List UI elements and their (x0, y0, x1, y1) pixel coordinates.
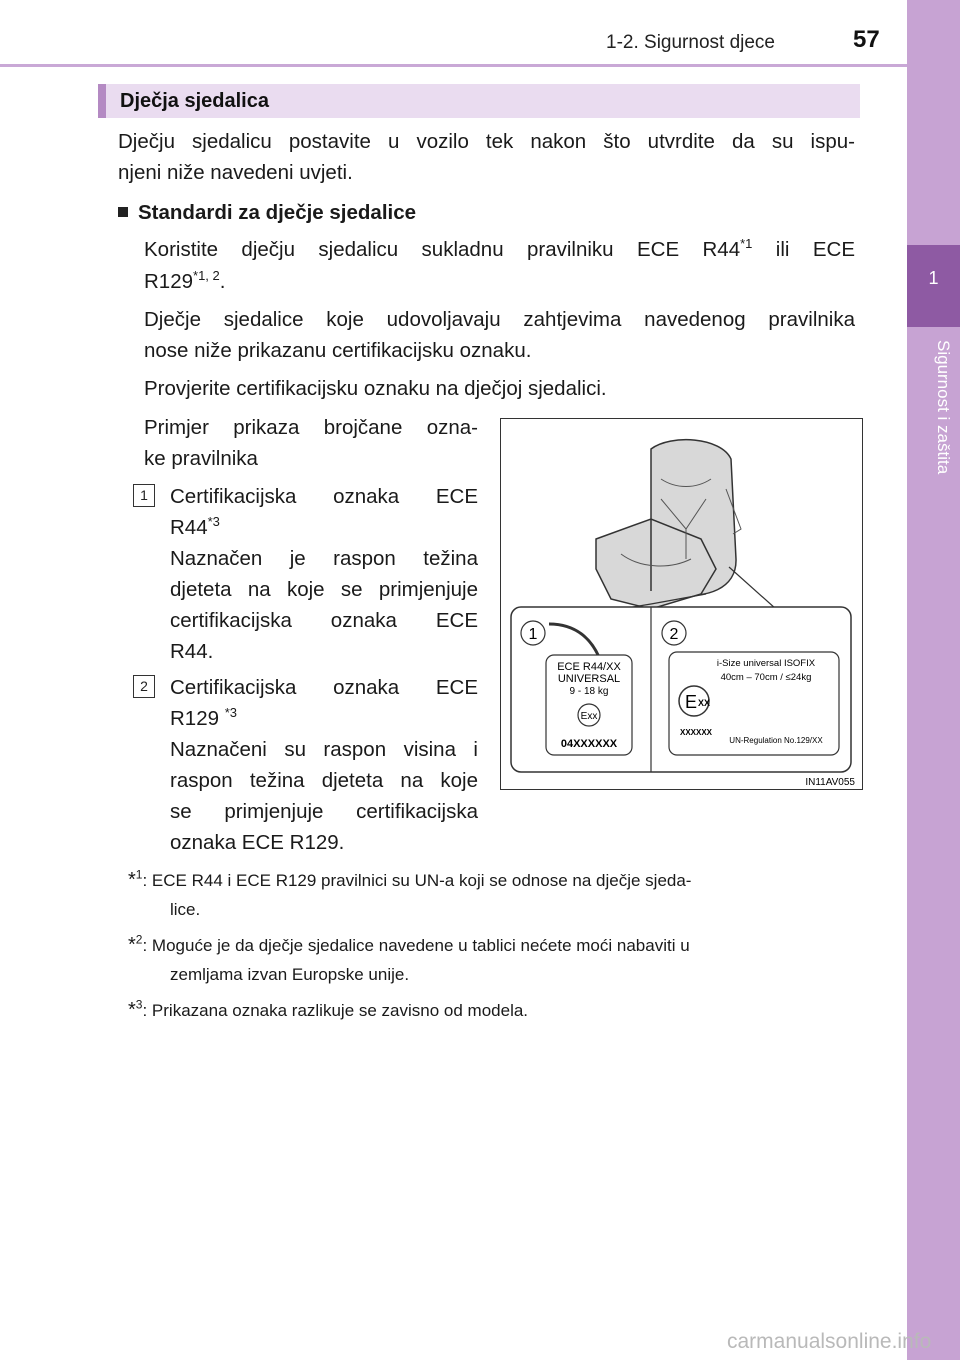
intro-line-2: njeni niže navedeni uvjeti. (118, 161, 353, 184)
footnote-2-line-1 (128, 931, 690, 960)
p1-text-c: R129 (144, 270, 194, 293)
item-1-desc-line-1: Naznačen je raspon težina (170, 547, 478, 570)
footnote-3-text: : Prikazana oznaka razlikuje se zavisno od modela. (142, 1001, 529, 1020)
item-1-title-text: R44 (170, 516, 208, 539)
footnote-ref: *1, 2 (193, 268, 220, 284)
footnote-2-mark (128, 934, 142, 956)
chapter-number: 1 (928, 268, 939, 288)
item-1-title-line-1: Certifikacijska oznaka ECE (170, 485, 478, 508)
footnote-1-mark (128, 869, 142, 891)
footer-watermark: carmanualsonline.info (727, 1330, 932, 1353)
callout-2: 2 (669, 626, 679, 643)
item-2-desc-line-4: oznaka ECE R129. (170, 831, 345, 854)
chapter-label: Sigurnost i zaštita (934, 340, 953, 475)
label2-code: XXXXXX (679, 728, 713, 737)
label2-regulation: UN-Regulation No.129/XX (729, 736, 823, 745)
label2-mark-sub: XX (697, 698, 711, 708)
item-2-desc-line-1: Naznačeni su raspon visina i (170, 738, 478, 761)
p1-text-a: Koristite dječju sjedalicu sukladnu pravilniku ECE R44 (144, 238, 741, 261)
item-1-desc-line-2: djeteta na koje se primjenjuje (170, 578, 478, 601)
footnote-1-num: 1 (135, 867, 143, 882)
child-seat-illustration (501, 419, 862, 789)
footnote-2-text: : Moguće je da dječje sjedalice navedene u tablici nećete moći nabaviti u (142, 936, 690, 955)
item-2-title-line-1: Certifikacijska oznaka ECE (170, 676, 478, 699)
example-line-2: ke pravilnika (144, 447, 258, 470)
label2-line1: i-Size universal ISOFIX (716, 658, 816, 669)
standards-paragraph-1-line-2 (144, 266, 225, 297)
footnote-3-line-1 (128, 996, 528, 1025)
item-badge-2: 2 (133, 675, 155, 698)
label1-code: 04XXXXXX (560, 738, 618, 750)
label2-mark: E (684, 692, 698, 712)
footnote-3-num: 3 (135, 997, 143, 1012)
header-divider (0, 64, 907, 67)
footnote-1-line-1 (128, 866, 691, 895)
child-seat-figure (500, 418, 863, 790)
item-2-desc-line-2: raspon težina djeteta na koje (170, 769, 478, 792)
item-2-desc-line-3: se primjenjuje certifikacijska (170, 800, 478, 823)
standards-heading (118, 197, 416, 228)
label1-line3: 9 - 18 kg (569, 686, 609, 697)
item-1-desc-line-3: certifikacijska oznaka ECE (170, 609, 478, 632)
footnote-1-line-2: lice. (170, 900, 201, 919)
asterisk: * (128, 934, 136, 956)
footnote-ref: *1 (740, 236, 753, 252)
intro-line-1: Dječju sjedalicu postavite u vozilo tek nakon što utvrdite da su ispu- (118, 130, 855, 153)
chapter-sidebar (907, 0, 960, 1360)
p1-text-b: ili ECE (752, 238, 855, 261)
callout-1: 1 (528, 626, 538, 643)
p1-text-d: . (219, 270, 226, 293)
footnote-2-line-2: zemljama izvan Europske unije. (170, 965, 410, 984)
standards-paragraph-3: Provjerite certifikacijsku oznaku na dječjoj sjedalici. (144, 377, 607, 400)
label1-line2: UNIVERSAL (557, 673, 621, 685)
figure-id: IN11AV055 (805, 777, 855, 788)
page-number: 57 (853, 26, 880, 53)
standards-paragraph-2-line-2: nose niže prikazanu certifikacijsku oznaku. (144, 339, 532, 362)
item-1-title-line-2 (170, 512, 220, 543)
standards-heading-text: Standardi za dječje sjedalice (138, 201, 417, 224)
asterisk: * (128, 999, 136, 1021)
label2-line2: 40cm – 70cm / ≤24kg (720, 672, 812, 683)
example-line-1: Primjer prikaza brojčane ozna- (144, 416, 478, 439)
footnote-1-text: : ECE R44 i ECE R129 pravilnici su UN-a koji se odnose na dječje sjeda- (142, 871, 692, 890)
footnote-ref: *3 (207, 514, 220, 530)
standards-paragraph-2-line-1: Dječje sjedalice koje udovoljavaju zahtjevima navedenog pravilnika (144, 308, 855, 331)
standards-paragraph-1-line-1 (144, 234, 855, 265)
item-1-desc-line-4: R44. (170, 640, 214, 663)
item-2-title-line-2 (170, 703, 237, 734)
asterisk: * (128, 869, 136, 891)
item-badge-1: 1 (133, 484, 155, 507)
footnote-2-num: 2 (135, 932, 143, 947)
label1-mark: Exx (580, 711, 598, 722)
section-title: Dječja sjedalica (98, 84, 860, 118)
footnote-ref: *3 (224, 705, 238, 721)
footnote-3-mark (128, 999, 142, 1021)
label1-line1: ECE R44/XX (557, 661, 621, 673)
header-section-title: 1-2. Sigurnost djece (606, 32, 775, 53)
item-2-title-text: R129 (170, 707, 225, 730)
bullet-square-icon (118, 207, 128, 217)
